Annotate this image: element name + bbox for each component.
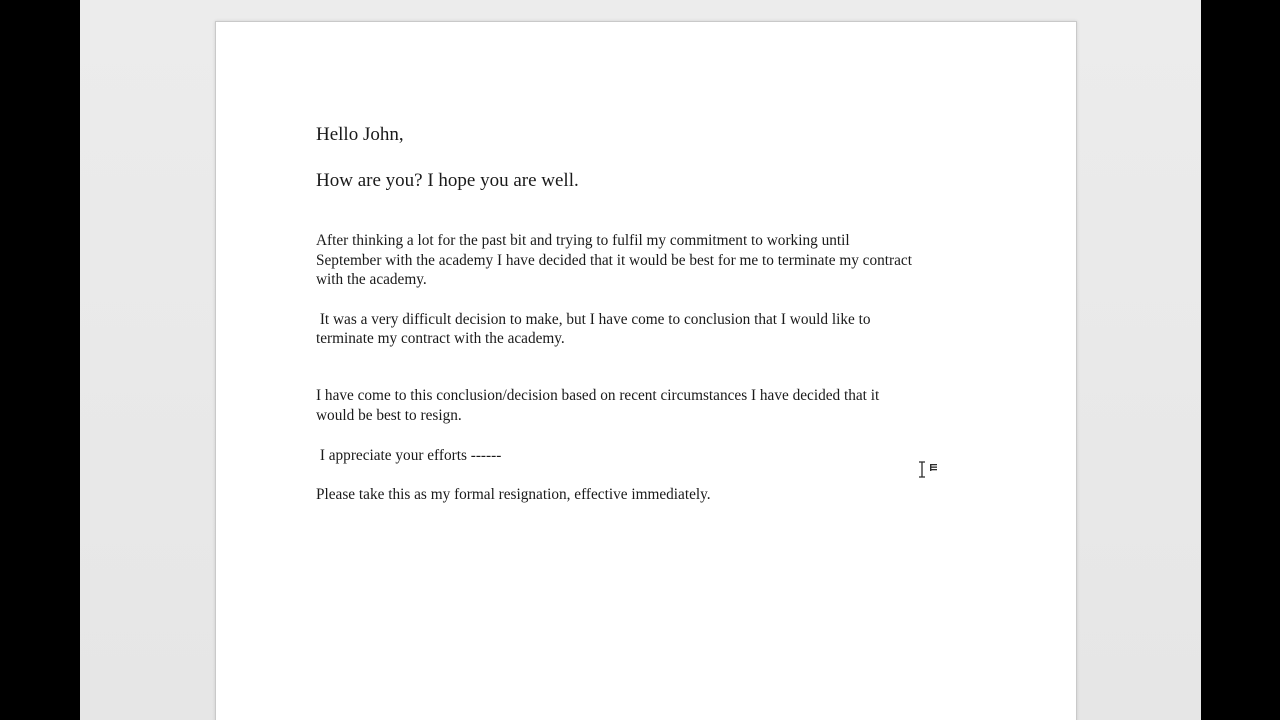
paragraph-line[interactable]: would be best to resign. bbox=[316, 407, 462, 424]
greeting-line[interactable]: Hello John, bbox=[316, 124, 404, 145]
text-cursor-icon bbox=[918, 461, 940, 481]
paragraph-resignation[interactable]: Please take this as my formal resignation, effective immediately. bbox=[316, 486, 711, 503]
document-page[interactable] bbox=[215, 21, 1077, 720]
letterbox-right bbox=[1201, 0, 1280, 720]
letterbox-left bbox=[0, 0, 80, 720]
paragraph-line[interactable]: I have come to this conclusion/decision based on recent circumstances I have decided that it bbox=[316, 387, 880, 404]
opening-line[interactable]: How are you? I hope you are well. bbox=[316, 170, 579, 191]
paragraph-line[interactable]: terminate my contract with the academy. bbox=[316, 330, 565, 347]
paragraph-line[interactable]: with the academy. bbox=[316, 271, 427, 288]
paragraph-line[interactable]: September with the academy I have decided that it would be best for me to terminate my contract bbox=[316, 252, 912, 269]
paragraph-appreciation[interactable]: I appreciate your efforts ------ bbox=[316, 447, 502, 464]
paragraph-line[interactable]: After thinking a lot for the past bit and trying to fulfil my commitment to working until bbox=[316, 232, 850, 249]
document-workspace[interactable] bbox=[80, 0, 1201, 720]
paragraph-line[interactable]: It was a very difficult decision to make, but I have come to conclusion that I would like to bbox=[316, 311, 871, 328]
